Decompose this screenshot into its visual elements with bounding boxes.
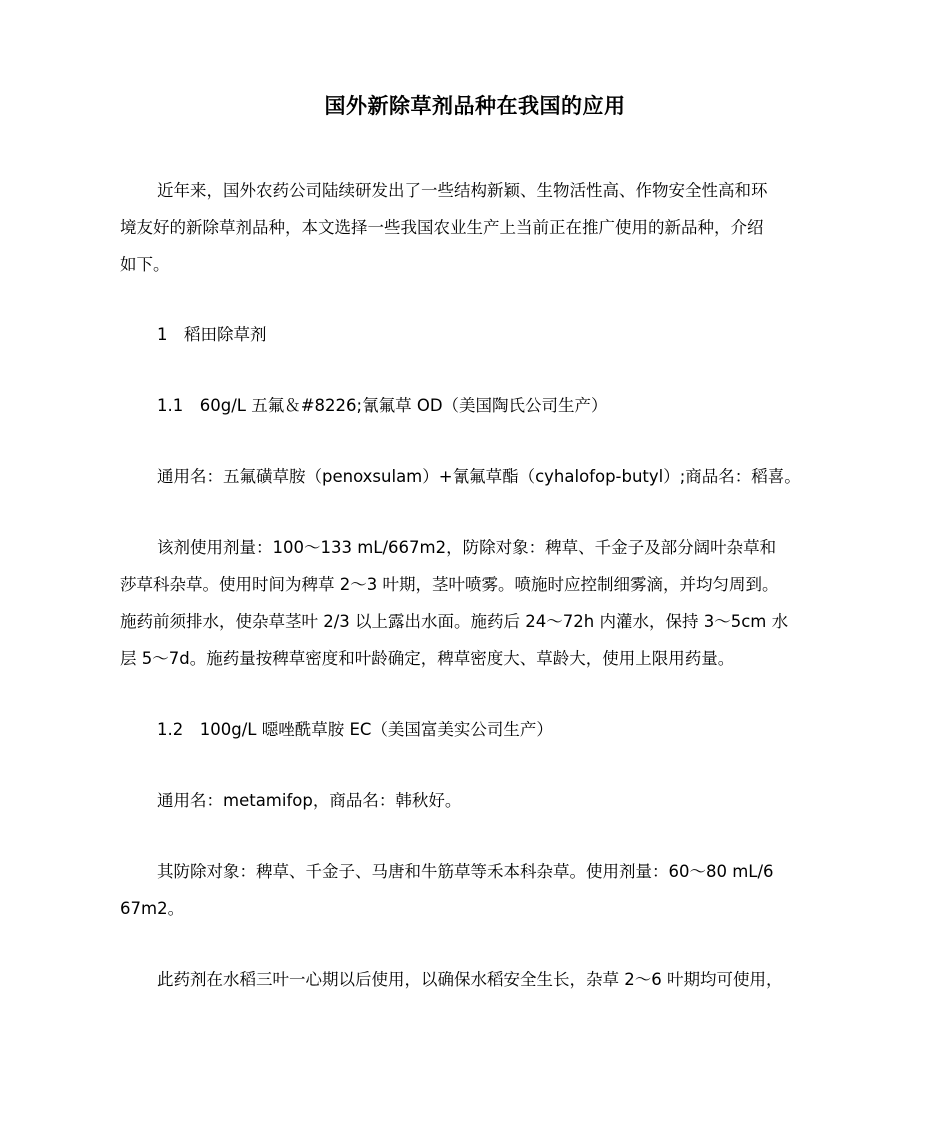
paragraph-intro [120,172,832,283]
section-heading-text: 1.1 60g/L 五氟＆#8226;氰氟草 OD（美国陶氏公司生产） [157,396,608,415]
section-heading-text: 1 稻田除草剂 [157,325,267,344]
paragraph-line: 通用名：metamifop，商品名：韩秋好。 [157,791,462,810]
section-heading-text: 1.2 100g/L 噁唑酰草胺 EC（美国富美实公司生产） [157,720,553,739]
paragraph-usage-2 [120,853,832,927]
paragraph-line: 层 5～7d。施药量按稗草密度和叶龄确定，稗草密度大、草龄大，使用上限用药量。 [120,649,735,668]
section-heading-1-2 [120,711,832,748]
paragraph-line: 该剂使用剂量：100～133 mL/667m2，防除对象：稗草、千金子及部分阔叶杂草和 [157,538,777,557]
document-title: 国外新除草剂品种在我国的应用 [324,94,626,118]
paragraph-line: 境友好的新除草剂品种，本文选择一些我国农业生产上当前正在推广使用的新品种，介绍 [120,218,764,237]
paragraph-line: 67m2。 [120,899,185,918]
paragraph-line: 其防除对象：稗草、千金子、马唐和牛筋草等禾本科杂草。使用剂量：60～80 mL/6 [157,862,774,881]
paragraph-usage-3 [120,961,832,998]
paragraph-line: 近年来，国外农药公司陆续研发出了一些结构新颖、生物活性高、作物安全性高和环 [157,181,768,200]
paragraph-line: 通用名：五氟磺草胺（penoxsulam）+氰氟草酯（cyhalofop-butyl）;商品名：稻喜。 [157,467,801,486]
paragraph-line: 如下。 [120,255,170,274]
paragraph-line: 莎草科杂草。使用时间为稗草 2～3 叶期，茎叶喷雾。喷施时应控制细雾滴，并均匀周到。 [120,575,779,594]
section-heading-1 [120,316,832,353]
paragraph-common-name-2 [120,782,832,819]
paragraph-line: 此药剂在水稻三叶一心期以后使用，以确保水稻安全生长，杂草 2～6 叶期均可使用， [157,970,783,989]
section-heading-1-1 [120,387,832,424]
paragraph-usage-1 [120,529,832,677]
paragraph-line: 施药前须排水，使杂草茎叶 2/3 以上露出水面。施药后 24～72h 内灌水，保持 3～5cm 水 [120,612,789,631]
paragraph-common-name-1 [120,458,832,495]
